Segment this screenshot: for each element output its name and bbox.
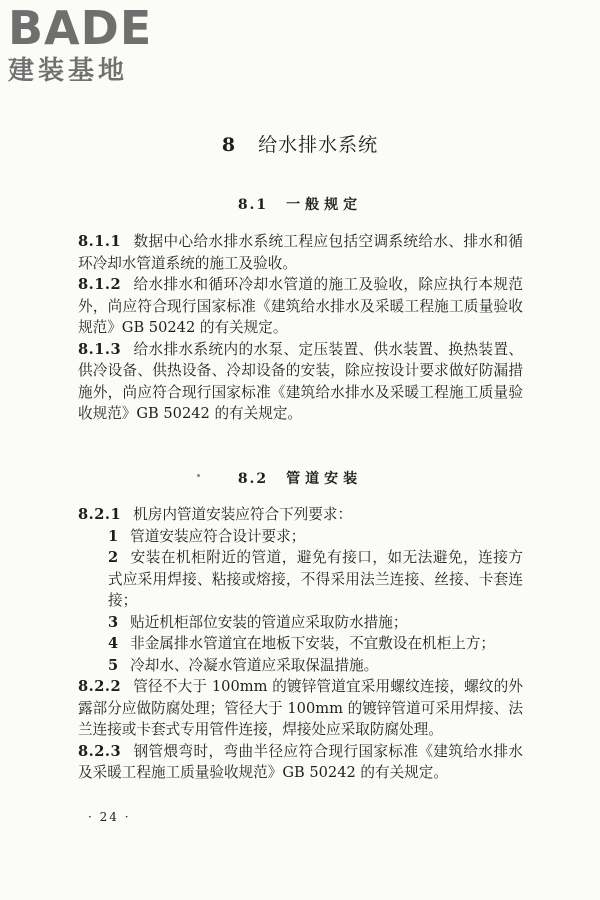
clause-number: 8.2.3 — [78, 742, 122, 760]
clause-text: 给水排水系统内的水泵、定压装置、供水装置、换热装置、供冷设备、供热设备、冷却设备的安装，除应按设计要求做好防漏措施外，尚应符合现行国家标准《建筑给水排水及采暖工程施工质量验收规范》GB 50242 的有关规定。 — [78, 340, 523, 422]
list-item — [78, 633, 523, 655]
bade-logo — [8, 1, 178, 86]
list-item — [78, 655, 523, 677]
list-item — [78, 547, 523, 612]
clause-text: 给水排水和循环冷却水管道的施工及验收，除应执行本规范外，尚应符合现行国家标准《建筑给水排水及采暖工程施工质量验收规范》GB 50242 的有关规定。 — [78, 276, 523, 336]
section-title: 管道安装 — [286, 471, 363, 487]
chapter-heading — [0, 130, 600, 157]
section-number: 8.1 — [237, 197, 269, 213]
clause-8-2-2 — [78, 676, 523, 741]
clause-8-2-1 — [78, 504, 523, 526]
section-number: 8.2 — [237, 471, 269, 487]
clause-8-1-3 — [78, 339, 523, 425]
section-8-2-body — [78, 504, 523, 784]
clause-number: 8.2.2 — [78, 678, 122, 695]
item-number: 3 — [108, 613, 119, 631]
chapter-title: 给水排水系统 — [258, 134, 379, 156]
item-number: 2 — [108, 549, 119, 566]
clause-number: 8.1.1 — [78, 233, 122, 250]
clause-text: 钢管煨弯时，弯曲半径应符合现行国家标准《建筑给水排水及采暖工程施工质量验收规范》GB 50242 的有关规定。 — [78, 742, 523, 781]
clause-8-1-1 — [78, 231, 523, 274]
logo-subtitle: 建装基地 — [8, 56, 129, 86]
item-number: 4 — [108, 635, 119, 652]
clause-text: 数据中心给水排水系统工程应包括空调系统给水、排水和循环冷却水管道系统的施工及验收。 — [78, 233, 523, 272]
item-text: 非金属排水管道宜在地板下安装，不宜敷设在机柜上方； — [130, 635, 496, 652]
item-text: 冷却水、冷凝水管道应采取保温措施。 — [130, 656, 379, 674]
clause-text: 管径不大于 100mm 的镀锌管道宜采用螺纹连接，螺纹的外露部分应做防腐处理；管径大于 100mm 的镀锌管道可采用焊接、法兰连接或卡套式专用管件连接，焊接处应采取防腐处理。 — [78, 678, 523, 738]
chapter-number: 8 — [221, 134, 237, 156]
clause-8-2-3 — [78, 741, 523, 784]
section-heading-8-2 — [0, 468, 600, 488]
item-text: 管道安装应符合设计要求； — [130, 527, 306, 545]
list-item — [78, 612, 523, 634]
clause-text: 机房内管道安装应符合下列要求： — [133, 506, 353, 523]
section-8-1-body — [78, 231, 523, 425]
clause-number: 8.1.3 — [78, 340, 122, 358]
clause-number: 8.1.2 — [78, 276, 122, 293]
list-item — [78, 526, 523, 548]
clause-number: 8.2.1 — [78, 506, 122, 523]
item-text: 安装在机柜附近的管道，避免有接口，如无法避免，连接方式应采用焊接、粘接或熔接，不得采用法兰连接、丝接、卡套连接； — [108, 549, 523, 609]
section-heading-8-1 — [0, 194, 600, 214]
item-number: 5 — [108, 656, 119, 674]
page-number: · 24 · — [88, 810, 131, 824]
section-title: 一般规定 — [286, 197, 363, 213]
clause-8-1-2 — [78, 274, 523, 339]
item-number: 1 — [108, 527, 119, 545]
logo-mark: BADE — [8, 1, 153, 55]
item-text: 贴近机柜部位安装的管道应采取防水措施； — [130, 613, 408, 631]
